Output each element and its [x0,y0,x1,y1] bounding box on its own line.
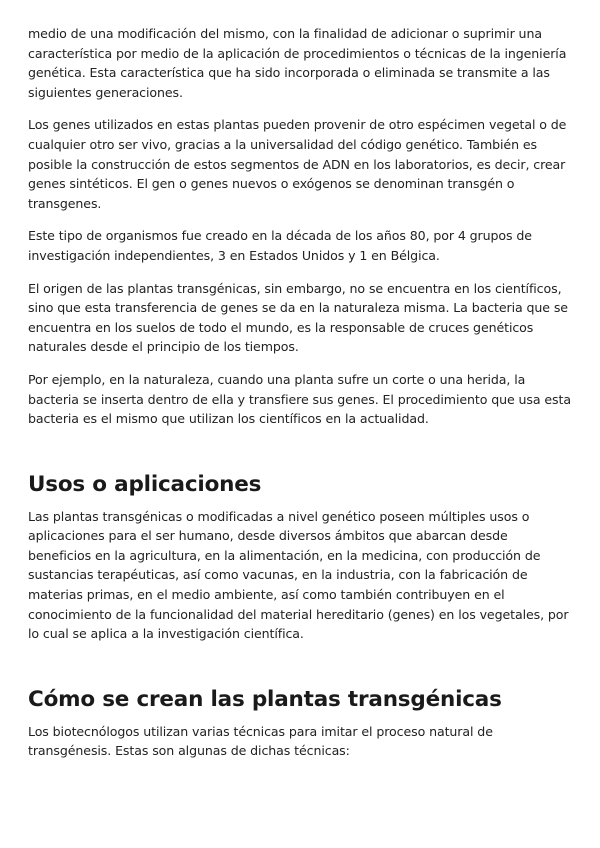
paragraph-uses: Las plantas transgénicas o modificadas a nivel genético poseen múltiples usos o aplicaciones para el ser humano, desde diversos ámbitos que abarcan desde beneficios en la agricultura, en la alimentación, en la medicina, con producción de sustancias terapéuticas, así como vacunas, en la industria, con la fabricación de materias primas, en el medio ambiente, así como también contribuyen en el conocimiento de la funcionalidad del material hereditario (genes) en los vegetales, por lo cual se aplica a la investigación científica. [28,508,569,642]
heading-uses: Usos o aplicaciones [28,471,262,497]
paragraph-history: Este tipo de organismos fue creado en la década de los años 80, por 4 grupos de investigación independientes, 3 en Estados Unidos y 1 en Bélgica. [28,228,532,263]
paragraph-gene-origin: Los genes utilizados en estas plantas pueden provenir de otro espécimen vegetal o de cualquier otro ser vivo, gracias a la universalidad del código genético. También es posible la construcción de estos segmentos de ADN en los laboratorios, es decir, crear genes sintéticos. El gen o genes nuevos o exógenos se denominan transgén o transgenes. [28,117,567,211]
paragraph-example: Por ejemplo, en la naturaleza, cuando una planta sufre un corte o una herida, la bacteria se inserta dentro de ella y transfiere sus genes. El procedimiento que usa esta bacteria es el mismo que utilizan los científicos en la actualidad. [28,371,571,427]
paragraph-natural-origin: El origen de las plantas transgénicas, sin embargo, no se encuentra en los científicos, sino que esta transferencia de genes se da en la naturaleza misma. La bacteria que se encuentra en los suelos de todo el mundo, es la responsable de cruces genéticos naturales desde el principio de los tiempos. [28,280,568,355]
heading-how-created: Cómo se crean las plantas transgénicas [28,686,502,712]
paragraph-modification: medio de una modificación del mismo, con la finalidad de adicionar o suprimir una característica por medio de la aplicación de procedimientos o técnicas de la ingeniería genética. Esta característica que ha sido incorporada o eliminada se transmite a las siguientes generaciones. [28,26,567,100]
paragraph-how-created: Los biotecnólogos utilizan varias técnicas para imitar el proceso natural de transgénesis. Estas son algunas de dichas técnicas: [28,723,493,759]
